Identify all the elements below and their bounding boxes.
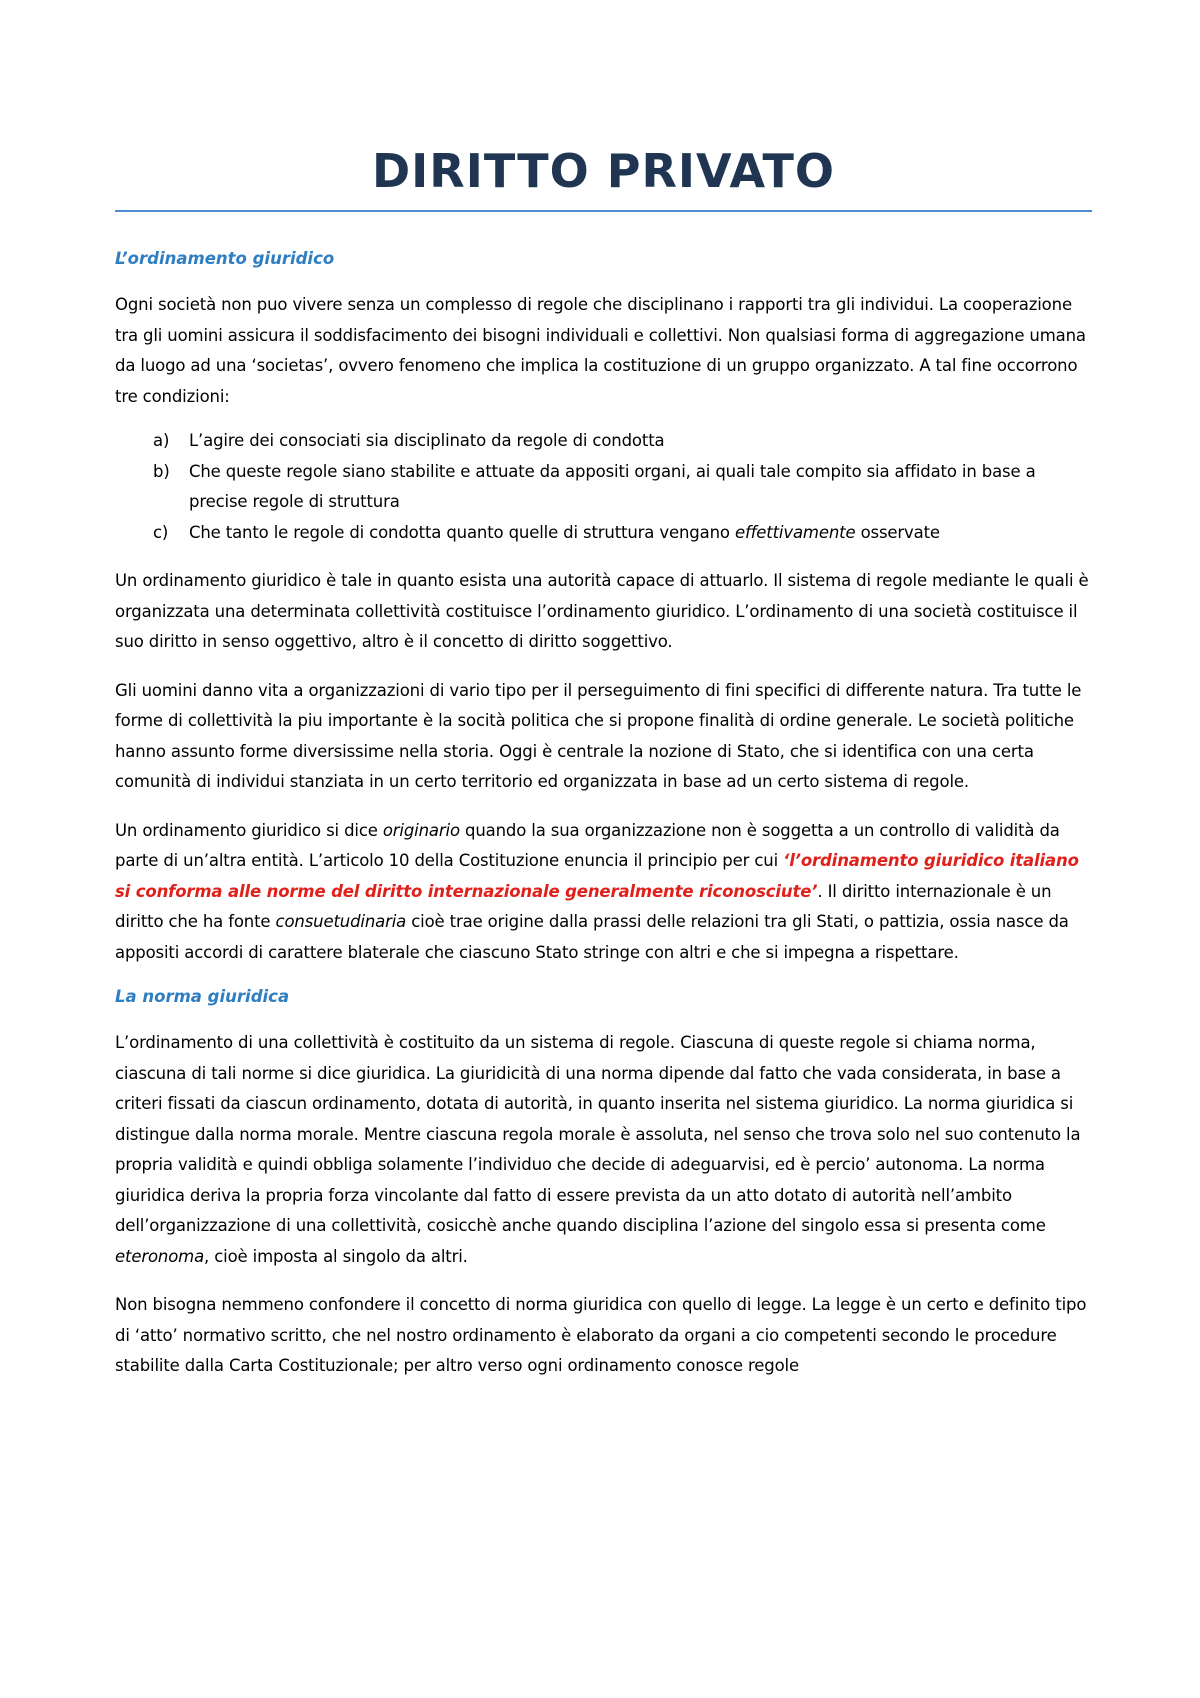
- text-run: , cioè imposta al singolo da altri.: [204, 1246, 468, 1266]
- emphasis-text: originario: [382, 820, 460, 840]
- list-marker: a): [153, 431, 170, 450]
- text-run: quando la sua organizzazione non è soggetta a un controllo di validità da parte di un’altra entità. L’articolo 10 della Costituzione enuncia il principio per cui: [115, 820, 1060, 870]
- emphasis-text: eteronoma: [115, 1246, 205, 1266]
- conditions-list: [115, 426, 1092, 548]
- text-run: Un ordinamento giuridico si dice: [115, 820, 383, 840]
- list-item: [115, 518, 1092, 549]
- text-run: . Il diritto internazionale è un diritto che ha fonte: [115, 881, 1052, 931]
- section-heading-ordinamento: L’ordinamento giuridico: [115, 249, 335, 268]
- constitution-quote: ‘l’ordinamento giuridico italiano si conforma alle norme del diritto internazionale generalmente riconosciute’: [115, 851, 1079, 901]
- paragraph: [115, 1028, 1092, 1272]
- emphasis-text: effettivamente: [734, 522, 856, 542]
- section-heading-norma: La norma giuridica: [115, 987, 290, 1006]
- title-divider: [115, 210, 1092, 212]
- list-item-text: L’agire dei consociati sia disciplinato da regole di condotta: [189, 431, 665, 450]
- list-item-text: Che queste regole siano stabilite e attuate da appositi organi, ai quali tale compito sia affidato in base a precise regole di struttura: [189, 461, 1036, 511]
- paragraph: [115, 816, 1092, 969]
- paragraph: Gli uomini danno vita a organizzazioni di vario tipo per il perseguimento di fini specifici di differente natura. Tra tutte le forme di collettività la piu importante è la socità politica che si propone finalità di ordine generale. Le società politiche hanno assunto forme diversissime nella storia. Oggi è centrale la nozione di Stato, che si identifica con una certa comunità di individui stanziata in un certo territorio ed organizzata in base ad un certo sistema di regole.: [115, 680, 1082, 791]
- text-run: cioè trae origine dalla prassi delle relazioni tra gli Stati, o pattizia, ossia nasce da appositi accordi di carattere blaterale che ciascuno Stato stringe con altri e che si impegna a rispettare.: [115, 912, 1069, 962]
- paragraph: Non bisogna nemmeno confondere il concetto di norma giuridica con quello di legge. La legge è un certo e definito tipo di ‘atto’ normativo scritto, che nel nostro ordinamento è elaborato da organi a cio competenti secondo le procedure stabilite dalla Carta Costituzionale; per altro verso ogni ordinamento conosce regole: [115, 1295, 1087, 1375]
- paragraph: Ogni società non puo vivere senza un complesso di regole che disciplinano i rapporti tra gli individui. La cooperazione tra gli uomini assicura il soddisfacimento dei bisogni individuali e collettivi. Non qualsiasi forma di aggregazione umana da luogo ad una ‘societas’, ovvero fenomeno che implica la costituzione di un gruppo organizzato. A tal fine occorrono tre condizioni:: [115, 295, 1086, 406]
- document-title: DIRITTO PRIVATO: [371, 144, 835, 198]
- list-marker: b): [153, 461, 170, 481]
- list-item: [115, 426, 1092, 457]
- text-run: osservate: [855, 522, 940, 542]
- text-run: L’ordinamento di una collettività è costituito da un sistema di regole. Ciascuna di queste regole si chiama norma, ciascuna di tali norme si dice giuridica. La giuridicità di una norma dipende dal fatto che vada considerata, in base a criteri fissati da ciascun ordinamento, dotata di autorità, in quanto inserita nel sistema giuridico. La norma giuridica si distingue dalla norma morale. Mentre ciascuna regola morale è assoluta, nel senso che trova solo nel suo contenuto la propria validità e quindi obbliga solamente l’individuo che decide di adeguarvisi, ed è percio’ autonoma. La norma giuridica deriva la propria forza vincolante dal fatto di essere prevista da un atto dotato di autorità nell’ambito dell’organizzazione di una collettività, cosicchè anche quando disciplina l’azione del singolo essa si presenta come: [115, 1033, 1081, 1235]
- list-marker: c): [153, 522, 169, 542]
- emphasis-text: consuetudinaria: [275, 912, 407, 931]
- text-run: Che tanto le regole di condotta quanto quelle di struttura vengano: [189, 522, 735, 542]
- paragraph: Un ordinamento giuridico è tale in quanto esista una autorità capace di attuarlo. Il sistema di regole mediante le quali è organizzata una determinata collettività costituisce l’ordinamento giuridico. L’ordinamento di una società costituisce il suo diritto in senso oggettivo, altro è il concetto di diritto soggettivo.: [115, 571, 1089, 651]
- list-item: [115, 457, 1092, 518]
- list-item-text: [189, 523, 940, 542]
